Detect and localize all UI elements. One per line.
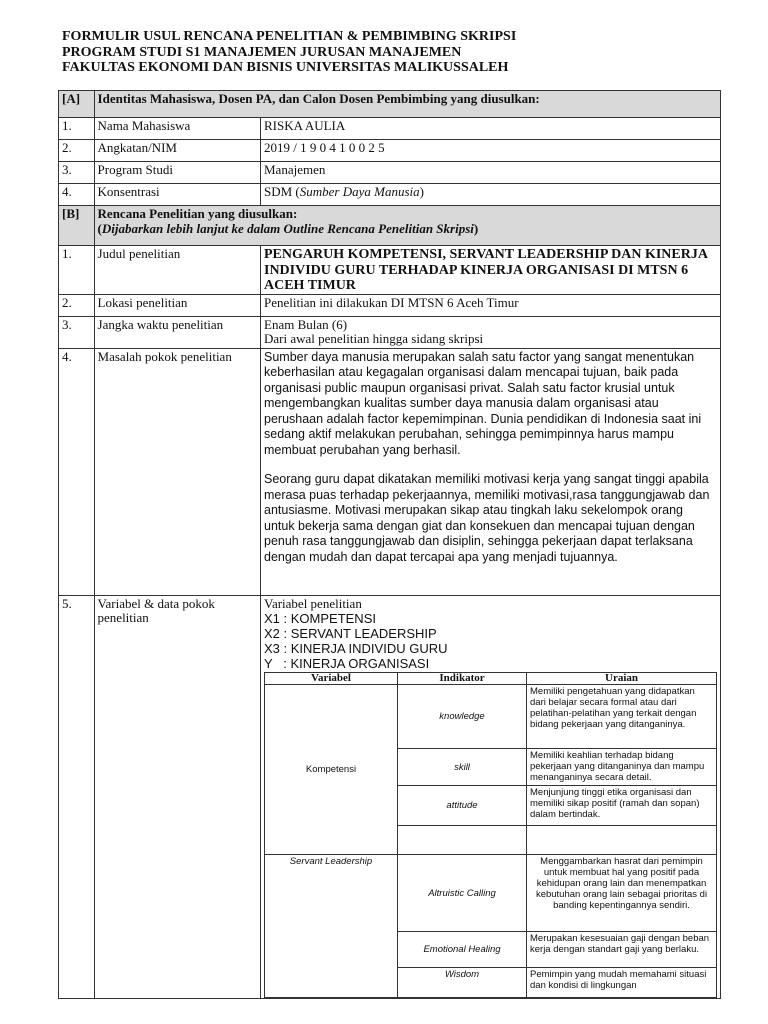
indicator-attitude: attitude [398, 786, 527, 826]
problem-paragraph-2: Seorang guru dapat dikatakan memiliki motivasi kerja yang sangat tinggi apabila merasa puas terhadap pekerjaannya, memiliki motivasi,rasa tanggungjawab dan antusiasme. Motivasi merupakan sikap atau tingkah laku sekelompok orang untuk bekerja sama dengan giat dan konsekuen dan mencapai tujuan dengan penuh rasa tanggungjawab dan disiplin, sehingga pekerjaan dapat terlaksana dengan mudah dan dapat tercapai apa yang menjadi tujuannya. [264, 472, 710, 564]
indicator-skill: skill [398, 749, 527, 786]
jangka-row [59, 316, 721, 348]
row-label: Lokasi penelitian [94, 294, 260, 316]
header-line-2: PROGRAM STUDI S1 MANAJEMEN JURUSAN MANAJEMEN [62, 44, 462, 60]
duration-note: Dari awal penelitian hingga sidang skripsi [264, 331, 484, 346]
indicator-knowledge: knowledge [398, 685, 527, 749]
header-line-1: FORMULIR USUL RENCANA PENELITIAN & PEMBIMBING SKRIPSI [62, 29, 517, 44]
section-a-code: [A] [59, 91, 95, 118]
row-number: 3. [59, 162, 95, 184]
row-number: 2. [59, 140, 95, 162]
program-value: Manajemen [261, 162, 721, 184]
indicator-description: Menjunjung tinggi etika organisasi dan memiliki sikap positif (ramah dan sopan) dalam bertindak. [527, 786, 717, 826]
indicator-header-row [265, 673, 717, 685]
table-row [265, 685, 717, 749]
row-label: Jangka waktu penelitian [94, 316, 260, 348]
variables-heading: Variabel penelitian [264, 595, 362, 611]
section-a-title: Identitas Mahasiswa, Dosen PA, dan Calon Dosen Pembimbing yang diusulkan: [94, 91, 720, 118]
section-b-title: Rencana Penelitian yang diusulkan: [97, 206, 298, 221]
variabel-row [59, 595, 721, 999]
row-label: Konsentrasi [94, 184, 260, 206]
student-name-value: RISKA AULIA [261, 118, 721, 140]
identity-row [59, 184, 721, 206]
section-b-header [59, 206, 721, 246]
indicator-description: Pemimpin yang mudah memahami situasi dan kondisi di lingkungan [527, 968, 717, 998]
indicator-altruistic-calling: Altruistic Calling [398, 855, 527, 932]
row-number: 4. [59, 348, 95, 595]
section-a-header [59, 91, 721, 118]
row-number: 4. [59, 184, 95, 206]
form-header [62, 29, 722, 76]
row-label: Angkatan/NIM [94, 140, 260, 162]
concentration-italic: Sumber Daya Manusia [299, 184, 420, 199]
indicator-wisdom: Wisdom [398, 968, 527, 998]
duration-value: Enam Bulan (6) [264, 316, 348, 332]
indicator-table [264, 672, 717, 998]
problem-paragraph-1: Sumber daya manusia merupakan salah satu factor yang sangat menentukan keberhasilan atau kegagalan organisasi dalam mencapai tujuan, baik pada organisasi public maupun organisasi privat. Salah satu factor krusial untuk mengembangkan kualitas sumber daya manusia dalam organisasi atau perushaan adalah factor kepemimpinan. Dunia pendidikan di Indonesia saat ini sedang aktif melakukan perubahan, sehingga pemimpinnya harus mampu membuat perubahan yang berhasil. [264, 349, 702, 457]
nim-value: 2019 / 1 9 0 4 1 0 0 2 5 [261, 140, 721, 162]
indicator-emotional-healing: Emotional Healing [398, 932, 527, 968]
col-variabel: Variabel [265, 673, 398, 685]
research-title: PENGARUH KOMPETENSI, SERVANT LEADERSHIP DAN KINERJA INDIVIDU GURU TERHADAP KINERJA ORGANISASI DI MTSN 6 ACEH TIMUR [261, 246, 721, 295]
section-b-subtitle: (Dijabarkan lebih lanjut ke dalam Outline Rencana Penelitian Skripsi) [97, 220, 479, 236]
variable-y: Y : KINERJA ORGANISASI [264, 656, 430, 671]
table-row [265, 855, 717, 932]
location-value: Penelitian ini dilakukan DI MTSN 6 Aceh Timur [261, 294, 721, 316]
row-number: 3. [59, 316, 95, 348]
indicator-description: Memiliki keahlian terhadap bidang pekerjaan yang ditanganinya dan mampu menanganinya secara detail. [527, 749, 717, 786]
identity-row [59, 162, 721, 184]
masalah-row [59, 348, 721, 595]
row-label: Judul penelitian [94, 246, 260, 295]
identity-row [59, 140, 721, 162]
variable-x1: X1 : KOMPETENSI [264, 611, 376, 626]
form-table [58, 90, 721, 999]
indicator-description: Menggambarkan hasrat dari pemimpin untuk membuat hal yang positif pada kehidupan orang lain dan menempatkan kebutuhan orang lain sebagai prioritas di banding kepentingannya sendiri. [527, 855, 717, 932]
concentration-value [261, 184, 721, 206]
identity-row [59, 118, 721, 140]
judul-row [59, 246, 721, 295]
variable-servant-leadership: Servant Leadership [265, 855, 398, 998]
lokasi-row [59, 294, 721, 316]
row-label: Masalah pokok penelitian [94, 348, 260, 595]
row-label: Variabel & data pokok penelitian [94, 595, 260, 999]
concentration-suffix: ) [419, 184, 424, 199]
indicator-description: Merupakan kesesuaian gaji dengan beban kerja dengan standart gaji yang berlaku. [527, 932, 717, 968]
variable-kompetensi: Kompetensi [265, 685, 398, 855]
row-number: 1. [59, 118, 95, 140]
row-label: Program Studi [94, 162, 260, 184]
variable-x3: X3 : KINERJA INDIVIDU GURU [264, 641, 448, 656]
row-number: 2. [59, 294, 95, 316]
variables-list [264, 611, 717, 671]
variable-x2: X2 : SERVANT LEADERSHIP [264, 626, 437, 641]
section-b-code: [B] [59, 206, 95, 246]
header-line-3: FAKULTAS EKONOMI DAN BISNIS UNIVERSITAS MALIKUSSALEH [62, 60, 509, 75]
col-uraian: Uraian [527, 673, 717, 685]
row-number: 1. [59, 246, 95, 295]
col-indikator: Indikator [398, 673, 527, 685]
concentration-prefix: SDM ( [264, 184, 300, 199]
row-label: Nama Mahasiswa [94, 118, 260, 140]
indicator-description: Memiliki pengetahuan yang didapatkan dari belajar secara formal atau dari pelatihan-pelatihan yang terkait dengan bidang pekerjaan yang ditanganinya. [527, 685, 717, 749]
row-number: 5. [59, 595, 95, 999]
